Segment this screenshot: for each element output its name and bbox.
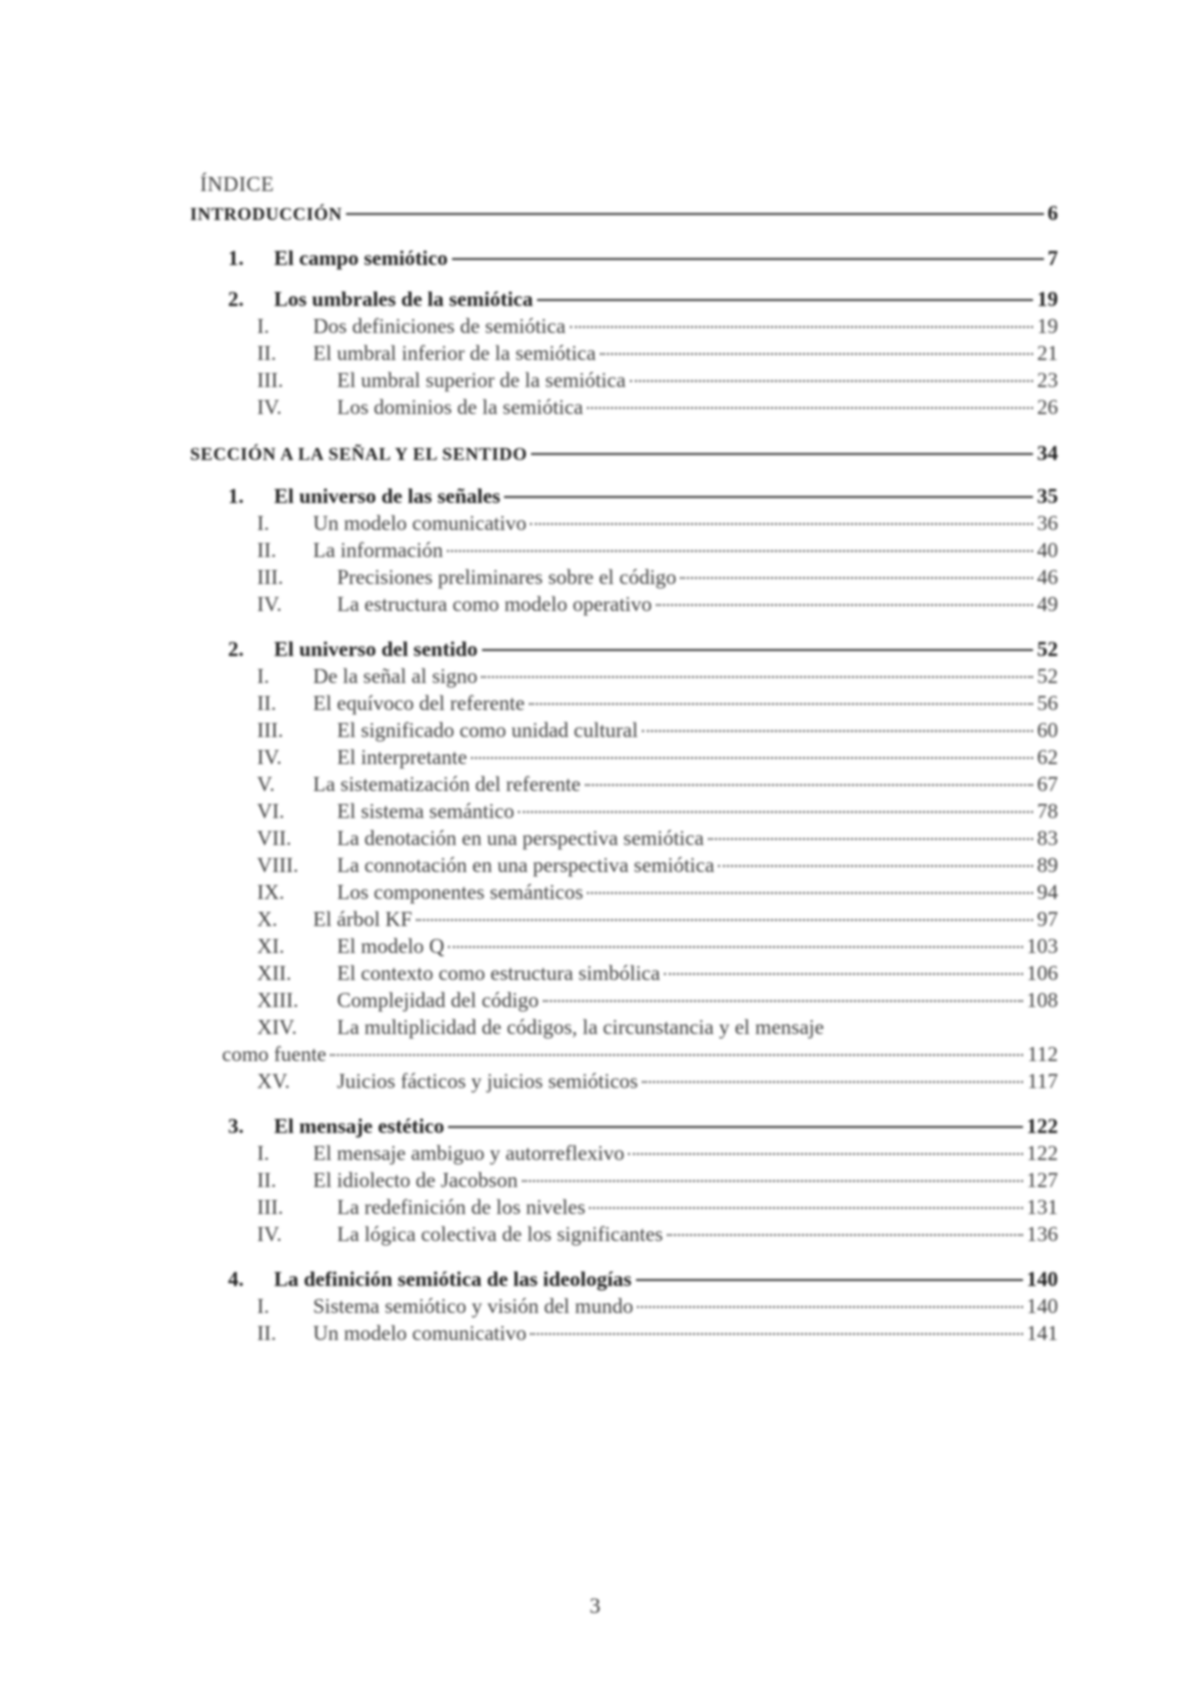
toc-entry [257, 852, 1058, 878]
toc-entry [257, 1194, 1058, 1220]
toc-entry-label: Juicios fácticos y juicios semióticos [337, 1069, 638, 1093]
toc-entry-number: V. [257, 772, 275, 796]
toc-entry-label: Precisiones preliminares sobre el código [337, 565, 677, 589]
toc-entry [257, 1293, 1058, 1319]
toc-entry-label: La connotación en una perspectiva semiótica [337, 853, 715, 877]
toc-entry-page: 112 [1027, 1042, 1058, 1066]
toc-entry-label: El mensaje ambiguo y autorreflexivo [313, 1141, 625, 1165]
toc-entry-number: III. [257, 368, 284, 392]
toc-title: ÍNDICE [200, 172, 275, 196]
toc-entry-number: II. [257, 1168, 277, 1192]
toc-entry-number: III. [257, 1195, 284, 1219]
dot-leader [600, 353, 1033, 355]
toc-entry [257, 367, 1058, 393]
toc-entry-number: XV. [257, 1069, 290, 1093]
toc-entry-number: IV. [257, 395, 282, 419]
toc-entry [257, 1140, 1058, 1166]
toc-entry-page: 136 [1026, 1222, 1058, 1246]
toc-entry-number: 2. [228, 637, 244, 661]
toc-entry-page: 67 [1037, 772, 1058, 796]
toc-entry-label: El idiolecto de Jacobson [313, 1168, 518, 1192]
toc-entry-number: I. [257, 1294, 270, 1318]
dot-leader [522, 1180, 1023, 1182]
toc-entry-page: 46 [1037, 565, 1058, 589]
dot-leader [530, 523, 1033, 525]
toc-entry-label: El interpretante [337, 745, 468, 769]
toc-entry [257, 717, 1058, 743]
toc-entry [257, 591, 1058, 617]
toc-entry-page: 34 [1037, 441, 1058, 465]
toc-entry-label: La lógica colectiva de los significantes [337, 1222, 663, 1246]
toc-entry-number: VII. [257, 826, 292, 850]
toc-entry-page: 52 [1037, 637, 1058, 661]
dot-leader [585, 784, 1033, 786]
toc-entry-number: 1. [228, 246, 244, 270]
toc-entry-label: El significado como unidad cultural [337, 718, 638, 742]
toc-entry [190, 200, 1058, 227]
toc-entry-page: 122 [1026, 1114, 1058, 1138]
toc-entry-page: 131 [1026, 1195, 1058, 1219]
toc-entry-page: 6 [1047, 201, 1058, 225]
toc-entry-page: 97 [1037, 907, 1058, 931]
dot-leader [537, 299, 1033, 301]
dot-leader [452, 258, 1044, 260]
toc-entry-number: XIII. [257, 988, 299, 1012]
toc-entry-number: IV. [257, 592, 282, 616]
toc-entry-page: 140 [1026, 1267, 1058, 1291]
toc-entry-label: Sistema semiótico y visión del mundo [313, 1294, 634, 1318]
toc-entry-label: Los componentes semánticos [337, 880, 584, 904]
toc-entry [228, 636, 1058, 662]
dot-leader [656, 604, 1033, 606]
toc-entry-number: I. [257, 314, 270, 338]
toc-entry-label: El árbol KF [313, 907, 413, 931]
toc-entry-number: IX. [257, 880, 285, 904]
toc-entry-page: 26 [1037, 395, 1058, 419]
toc-entry-number: I. [257, 1141, 270, 1165]
toc-entry-page: 78 [1037, 799, 1058, 823]
toc-entry-label: La definición semiótica de las ideologías [274, 1267, 632, 1291]
toc-entry-page: 56 [1037, 691, 1058, 715]
toc-entry [257, 1014, 824, 1040]
toc-entry-label: Dos definiciones de semiótica [313, 314, 566, 338]
dot-leader [587, 892, 1033, 894]
dot-leader [531, 453, 1033, 455]
dot-leader [628, 1153, 1022, 1155]
toc-entry-page: 21 [1037, 341, 1058, 365]
toc-entry-label: La multiplicidad de códigos, la circunstancia y el mensaje [337, 1015, 824, 1039]
dot-leader [529, 703, 1033, 705]
toc-entry-label: Los dominios de la semiótica [337, 395, 584, 419]
toc-entry-number: XIV. [257, 1015, 297, 1039]
toc-entry [228, 483, 1058, 509]
toc-entry-page: 60 [1037, 718, 1058, 742]
toc-entry-label: Complejidad del código [337, 988, 539, 1012]
toc-entry [257, 1068, 1058, 1094]
toc-entry-label: La estructura como modelo operativo [337, 592, 652, 616]
toc-entry [257, 933, 1058, 959]
dot-leader [481, 676, 1033, 678]
toc-entry-number: II. [257, 341, 277, 365]
dot-leader [680, 577, 1033, 579]
dot-leader [667, 1234, 1023, 1236]
toc-entry-number: X. [257, 907, 278, 931]
dot-leader [346, 213, 1043, 215]
toc-entry-page: 7 [1047, 246, 1058, 270]
toc-entry-number: I. [257, 664, 270, 688]
toc-entry [257, 1320, 1058, 1346]
toc-entry-number: II. [257, 691, 277, 715]
toc-entry-page: 108 [1026, 988, 1058, 1012]
toc-entry [257, 1221, 1058, 1247]
toc-entry-label: El umbral superior de la semiótica [337, 368, 626, 392]
toc-entry [228, 245, 1058, 271]
dot-leader [708, 838, 1033, 840]
toc-entry [257, 906, 1058, 932]
toc-entry-page: 36 [1037, 511, 1058, 535]
toc-entry-number: 2. [228, 287, 244, 311]
toc-entry-label: El universo de las señales [274, 484, 501, 508]
toc-entry [257, 340, 1058, 366]
toc-entry [257, 744, 1058, 770]
toc-entry [257, 663, 1058, 689]
toc-entry-page: 19 [1037, 314, 1058, 338]
toc-entry-number: III. [257, 718, 284, 742]
toc-entry-label: como fuente [222, 1042, 327, 1066]
toc-entry-label: La redefinición de los niveles [337, 1195, 586, 1219]
toc-entry [257, 510, 1058, 536]
toc-entry [257, 394, 1058, 420]
toc-entry-label: La información [313, 538, 444, 562]
toc-entry [257, 537, 1058, 563]
toc-entry [228, 1266, 1058, 1292]
toc-entry-page: 83 [1037, 826, 1058, 850]
toc-entry-label: INTRODUCCIÓN [190, 204, 343, 224]
toc-entry-label: El modelo Q [337, 934, 445, 958]
toc-entry-label: El sistema semántico [337, 799, 515, 823]
toc-entry [257, 825, 1058, 851]
dot-leader [589, 1207, 1022, 1209]
dot-leader [448, 1126, 1022, 1128]
dot-leader [570, 326, 1033, 328]
toc-entry-number: 1. [228, 484, 244, 508]
toc-entry [257, 313, 1058, 339]
toc-entry-label: Un modelo comunicativo [313, 511, 527, 535]
toc-entry-number: III. [257, 565, 284, 589]
dot-leader [636, 1279, 1023, 1281]
toc-entry-page: 23 [1037, 368, 1058, 392]
toc-entry-label: El contexto como estructura simbólica [337, 961, 661, 985]
toc-entry-page: 49 [1037, 592, 1058, 616]
toc-entry-number: XI. [257, 934, 285, 958]
toc-entry [257, 960, 1058, 986]
toc-entry-number: IV. [257, 745, 282, 769]
toc-entry-number: I. [257, 511, 270, 535]
toc-entry-number: 4. [228, 1267, 244, 1291]
toc-entry-page: 62 [1037, 745, 1058, 769]
toc-entry-label: El mensaje estético [274, 1114, 445, 1138]
toc-entry-label: El equívoco del referente [313, 691, 525, 715]
toc-entry-page: 94 [1037, 880, 1058, 904]
toc-entry-page: 117 [1027, 1069, 1058, 1093]
toc-entry [257, 879, 1058, 905]
toc-entry-page: 19 [1037, 287, 1058, 311]
dot-leader [664, 973, 1022, 975]
toc-entry-page: 35 [1037, 484, 1058, 508]
dot-leader [530, 1333, 1022, 1335]
toc-entry-number: IV. [257, 1222, 282, 1246]
toc-entry-number: VI. [257, 799, 285, 823]
toc-entry [222, 1041, 1058, 1067]
dot-leader [447, 550, 1033, 552]
toc-entry [257, 771, 1058, 797]
toc-entry-label: Los umbrales de la semiótica [274, 287, 533, 311]
toc-entry-number: XII. [257, 961, 292, 985]
toc-entry-label: La denotación en una perspectiva semiótica [337, 826, 704, 850]
toc-entry [228, 1113, 1058, 1139]
dot-leader [416, 919, 1033, 921]
toc-entry-page: 103 [1026, 934, 1058, 958]
dot-leader [543, 1000, 1023, 1002]
dot-leader [642, 1081, 1023, 1083]
dot-leader [482, 649, 1033, 651]
toc-entry [190, 440, 1058, 467]
toc-entry [257, 690, 1058, 716]
dot-leader [330, 1054, 1023, 1056]
toc-entry-page: 52 [1037, 664, 1058, 688]
dot-leader [587, 407, 1033, 409]
toc-entry [257, 564, 1058, 590]
toc-entry-number: II. [257, 538, 277, 562]
toc-entry-number: VIII. [257, 853, 299, 877]
toc-entry-page: 122 [1026, 1141, 1058, 1165]
page-number: 3 [589, 1593, 601, 1618]
dot-leader [642, 730, 1033, 732]
toc-entry-page: 89 [1037, 853, 1058, 877]
dot-leader [448, 946, 1022, 948]
dot-leader [630, 380, 1033, 382]
dot-leader [471, 757, 1033, 759]
toc-entry-label: El umbral inferior de la semiótica [313, 341, 596, 365]
toc-entry-label: De la señal al signo [313, 664, 478, 688]
toc-entry [257, 798, 1058, 824]
toc-entry-page: 106 [1026, 961, 1058, 985]
dot-leader [518, 811, 1033, 813]
dot-leader [637, 1306, 1022, 1308]
toc-entry-page: 141 [1026, 1321, 1058, 1345]
toc-entry-label: SECCIÓN A LA SEÑAL Y EL SENTIDO [190, 444, 528, 464]
toc-entry-number: 3. [228, 1114, 244, 1138]
toc-entry [257, 987, 1058, 1013]
toc-entry-label: La sistematización del referente [313, 772, 581, 796]
toc-entry-page: 127 [1026, 1168, 1058, 1192]
dot-leader [504, 496, 1033, 498]
toc-entry [228, 286, 1058, 312]
toc-entry-page: 40 [1037, 538, 1058, 562]
toc-entry-page: 140 [1026, 1294, 1058, 1318]
toc-entry-number: II. [257, 1321, 277, 1345]
toc-entry [257, 1167, 1058, 1193]
toc-entry-label: El universo del sentido [274, 637, 478, 661]
dot-leader [718, 865, 1033, 867]
toc-entry-label: El campo semiótico [274, 246, 448, 270]
toc-entry-label: Un modelo comunicativo [313, 1321, 527, 1345]
